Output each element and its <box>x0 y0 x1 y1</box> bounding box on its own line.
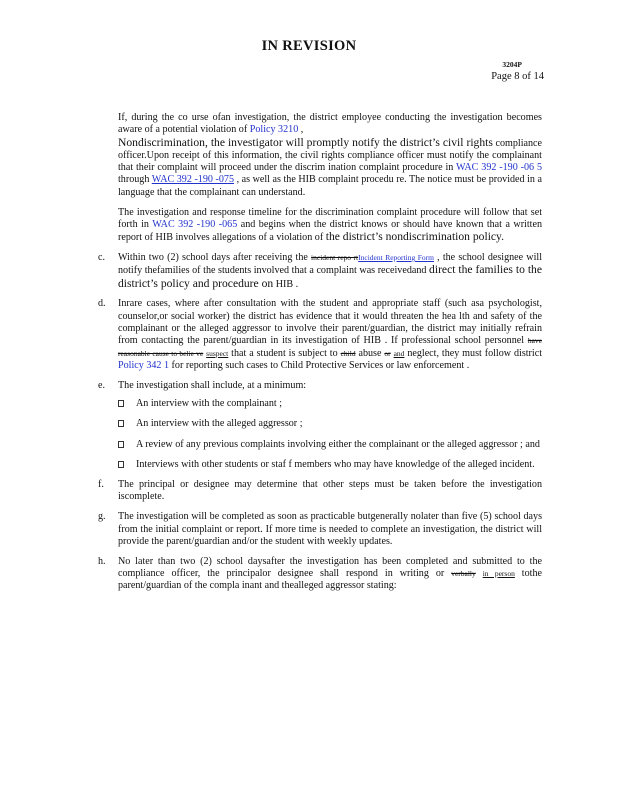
wac-065-link-2[interactable]: WAC 392 -190 -065 <box>152 218 238 230</box>
text-run: and begins when the district knows or should have known that a written report of HIB involves allegations of a violation of <box>118 218 542 244</box>
list-item <box>118 459 542 471</box>
list-item <box>118 398 542 410</box>
item-letter: f. <box>98 479 104 491</box>
policy-code: 3204P <box>502 60 522 69</box>
text-run: abuse <box>355 347 385 359</box>
list-item <box>118 418 542 430</box>
deleted-text: have reasonable cause to belie ve <box>118 336 542 358</box>
text-run: HIB . <box>273 278 299 290</box>
page-number: Page 8 of 14 <box>491 71 544 82</box>
item-letter: h. <box>98 555 106 567</box>
checkbox-icon <box>118 441 124 448</box>
inserted-text: and <box>393 348 405 358</box>
text-run: The investigation and response timeline for the discrimination complaint procedure will follow that set forth in <box>118 206 542 230</box>
deleted-text: child <box>340 348 356 358</box>
text-run: The principal or designee may determine that other steps must be taken before the investigation iscomplete. <box>118 479 542 503</box>
investigation-checklist <box>118 398 542 471</box>
list-item <box>118 439 542 451</box>
document-body <box>98 112 543 600</box>
list-item-text: An interview with the complainant ; <box>136 397 283 409</box>
item-e <box>98 379 542 471</box>
deleted-text: verbally <box>451 568 476 578</box>
text-run: No later than two (2) school daysafter the investigation has been completed and submitted to the compliance officer, the principalor designee shall respond in writing or <box>118 555 542 579</box>
text-run: If, during the co urse ofan investigation, the district employee conducting the investigation becomes aware of a potential violation of <box>118 112 542 136</box>
checkbox-icon <box>118 420 124 427</box>
checkbox-icon <box>118 400 124 407</box>
inserted-text: Nondiscrimination, the investigator will promptly notify the district’s civil rights <box>118 135 493 149</box>
item-letter: d. <box>98 298 106 310</box>
item-g <box>98 511 542 548</box>
item-f <box>98 479 542 504</box>
intro-paragraph-2 <box>118 207 542 245</box>
text-run: Within two (2) school days after receiving the <box>118 251 312 263</box>
text-run: tothe parent/guardian of the compla inant and thealleged aggressor stating: <box>118 567 542 592</box>
list-item-text: An interview with the alleged aggressor ; <box>136 418 303 430</box>
text-run: for reporting such cases to Child Protective Services or law enforcement . <box>169 359 470 371</box>
list-item-text: Interviews with other students or staf f members who may have knowledge of the alleged incident. <box>136 458 535 470</box>
intro-paragraph-1 <box>118 112 542 199</box>
deleted-text: incident repo rt <box>311 252 359 262</box>
item-d <box>98 298 543 372</box>
text-run: Inrare cases, where after consultation with the student and appropriate staff (such asa psychologist, counselor,or social worker) the district has evidence that it would threaten the hea lth and safety of the complainant or the alleged aggressor to involve their parent/guardian, the district may initially refrain from contacting the parent/guardian in its investigation of HIB . If professional school personnel <box>118 298 542 347</box>
text-run: The investigation will be completed as soon as practicable butgenerally nolater than five (5) school days from the initial complaint or report. If more time is needed to complete an investigation, the district will provide the parent/guardian and/or the student with weekly updates. <box>118 511 542 547</box>
policy-3421-link[interactable]: Policy 342 1 <box>118 359 170 371</box>
inserted-text: in person <box>482 568 515 578</box>
text-run: The investigation shall include, at a minimum: <box>118 379 307 391</box>
text-run: , as well as the HIB complaint procedu re. The notice must be provided in a language that the complainant can understand. <box>118 174 543 198</box>
item-letter: c. <box>98 251 106 263</box>
text-run: that a student is subject to <box>228 347 341 359</box>
text-run: , <box>298 124 304 136</box>
text-run: compliance officer.Upon receipt of this information, the civil rights compliance officer must notify the complainant that their complaint will proceed under the discrim ination complaint procedure in <box>118 137 542 174</box>
item-c <box>98 251 543 291</box>
inserted-text: direct the families to the district’s policy and procedure on <box>118 263 542 290</box>
policy-3210-link[interactable]: Policy 3210 <box>249 124 299 136</box>
text-run: neglect, they must follow district <box>404 347 543 359</box>
item-h <box>98 555 542 593</box>
item-letter: e. <box>98 379 106 391</box>
wac-075-link[interactable]: WAC 392 -190 -075 <box>151 174 235 186</box>
inserted-text: suspect <box>206 348 229 358</box>
text-run: , the school designee will notify thefamilies of the students involved that a complaint was receivedand <box>118 251 543 277</box>
deleted-text: or <box>384 348 391 358</box>
text-run: through <box>118 174 152 186</box>
wac-065-link[interactable]: WAC 392 -190 -06 5 <box>455 162 542 174</box>
checkbox-icon <box>118 461 124 468</box>
incident-reporting-form-link[interactable]: Incident Reporting Form <box>358 252 434 262</box>
revision-heading: IN REVISION <box>261 38 357 54</box>
list-item-text: A review of any previous complaints involving either the complainant or the alleged aggressor ; and <box>136 438 540 450</box>
item-letter: g. <box>98 511 106 523</box>
inserted-text: the district’s nondiscrimination policy. <box>325 230 505 244</box>
